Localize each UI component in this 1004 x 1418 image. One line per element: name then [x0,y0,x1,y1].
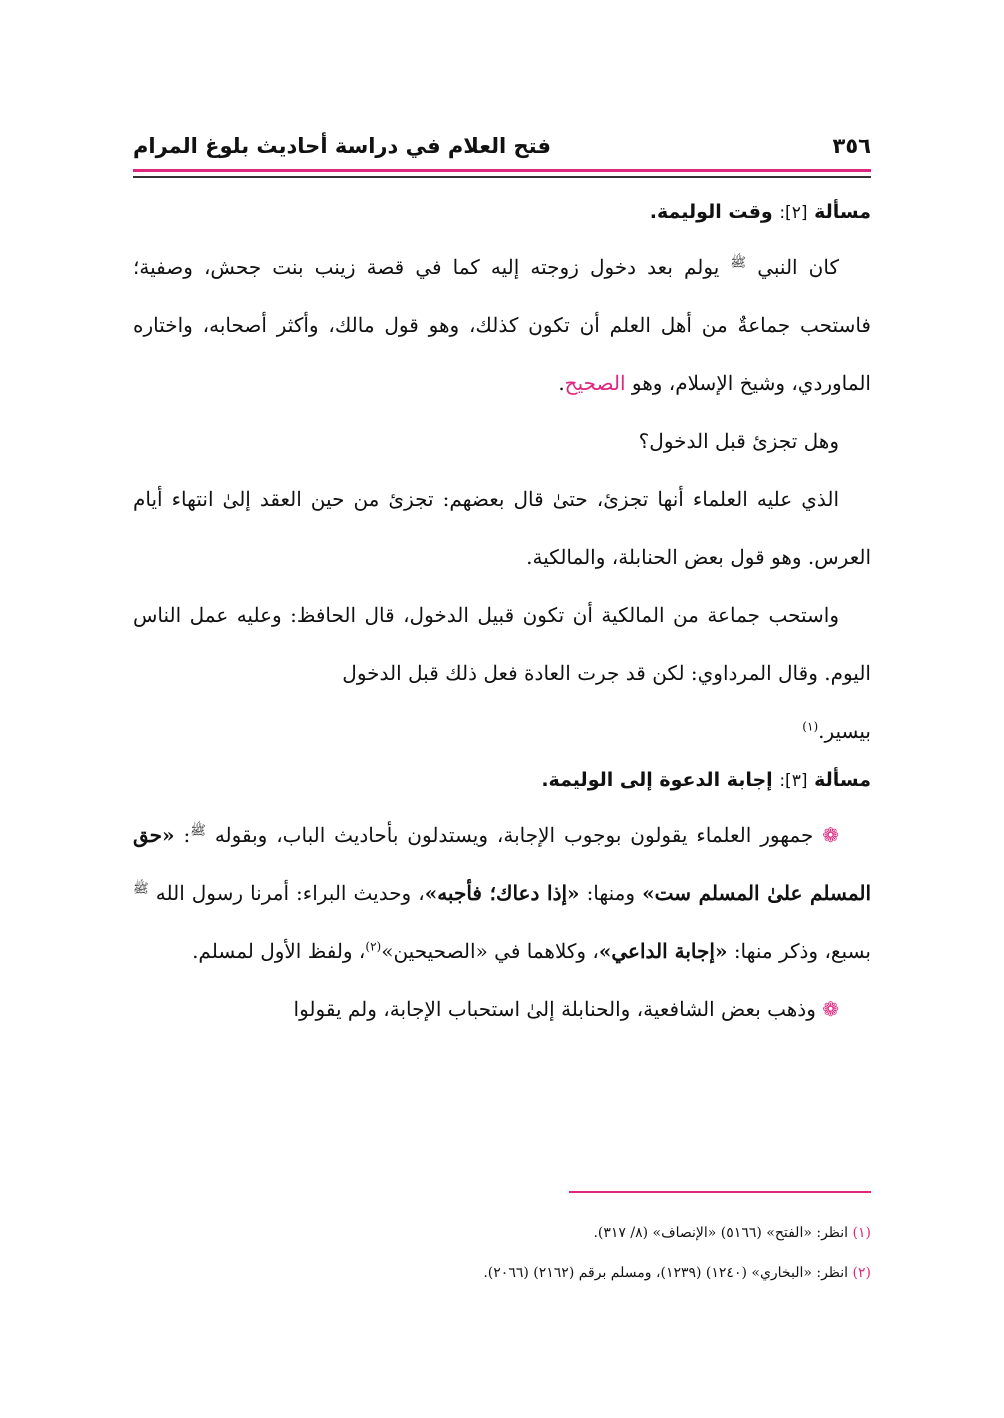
paragraph [133,806,871,980]
flower-icon: ❁ [822,823,840,847]
paragraph [133,586,871,702]
footnote-number: (٢) [852,1265,871,1281]
salla-symbol: ﷺ [190,823,206,839]
section-number: [٣]: [779,771,808,791]
footnote-rule [569,1191,871,1193]
text-run: ومنها: [586,881,636,905]
footnote-item [133,1258,871,1288]
text-run: بسبع، وذكر منها: [733,939,871,963]
footnote-text: انظر: «الفتح» (٥١٦٦) «الإنصاف» (٨/ ٣١٧). [593,1225,849,1241]
text-run: : [183,823,191,847]
section-label: مسألة [814,769,871,791]
flower-icon: ❁ [822,997,839,1021]
text-run: ، وكلاهما في «الصحيحين» [381,939,599,963]
hadith-quote: «حق المسلم علىٰ المسلم ست» [133,823,872,905]
section-title: وقت الوليمة. [649,201,773,223]
text-run: ، ولفظ الأول لمسلم. [192,939,366,963]
text-run: كان النبي [757,255,839,279]
paragraph [133,238,871,412]
section-label: مسألة [814,201,871,223]
page-content [133,192,871,1038]
paragraph-continuation [133,702,871,760]
hadith-quote: «إذا دعاك؛ فأجبه» [424,881,580,905]
text-run: وذهب بعض الشافعية، والحنابلة إلىٰ استحباب الإجابة، ولم يقولوا [293,997,816,1021]
section-number: [٢]: [779,203,808,223]
text-run: . [558,371,565,395]
paragraph: الذي عليه العلماء أنها تجزئ، حتىٰ قال بعضهم: تجزئ من حين العقد إلىٰ انتهاء أيام العرس. وهو قول بعض الحنابلة، والمالكية. [133,487,871,569]
header-rule-pink [133,169,871,172]
book-title: فتح العلام في دراسة أحاديث بلوغ المرام [133,134,551,158]
footnote-item [133,1218,871,1248]
text-run: واستحب جماعة من المالكية أن تكون قبيل الدخول، قال الحافظ: وعليه عمل الناس اليوم. وقال المرداوي: لكن قد جرت العادة فعل ذلك قبل الدخول [133,603,871,685]
text-run: بيسير. [818,719,871,743]
salla-symbol: ﷺ [730,255,747,271]
section-heading-3 [133,760,871,800]
text-run: ، وحديث البراء: أمرنا رسول الله [155,881,425,905]
footnotes [133,1218,871,1298]
salla-symbol: ﷺ [133,881,149,897]
book-page [133,0,871,1418]
page-number: ٣٥٦ [832,134,871,158]
footnote-number: (١) [852,1225,871,1241]
hadith-quote: «إجابة الداعي» [598,939,728,963]
section-heading-2 [133,192,871,232]
section-title: إجابة الدعوة إلى الوليمة. [541,769,773,791]
footnote-ref: (٢) [365,939,382,954]
paragraph: وهل تجزئ قبل الدخول؟ [638,429,839,453]
page-header [133,128,871,164]
paragraph [133,980,871,1038]
text-run: جمهور العلماء يقولون بوجوب الإجابة، ويستدلون بأحاديث الباب، وبقوله [214,823,814,847]
footnote-ref: (١) [802,719,819,734]
text-run: يولم بعد دخول زوجته إليه كما في قصة زينب بنت جحش، وصفية؛ فاستحب جماعةٌ من أهل العلم أن تكون كذلك، وهو قول مالك، وأكثر أصحابه، واختاره الماوردي، وشيخ الإسلام، وهو [133,255,871,395]
header-rule-dark [133,176,871,178]
footnote-text: انظر: «البخاري» (١٢٤٠) (١٢٣٩)، ومسلم برقم (٢١٦٢) (٢٠٦٦). [483,1265,849,1281]
highlight-text: الصحيح [564,371,626,395]
